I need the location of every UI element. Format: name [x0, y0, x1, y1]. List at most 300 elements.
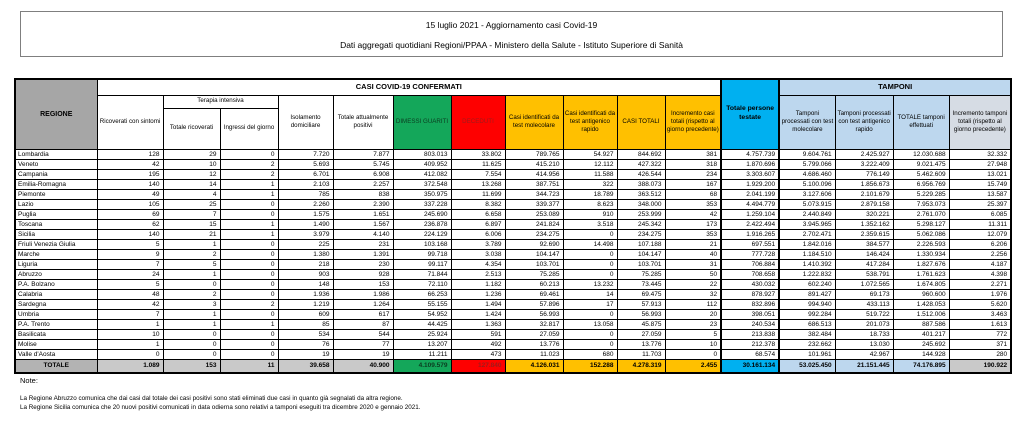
cell-casi_totali: 363.512	[617, 189, 665, 199]
cell-terapia_intensiva_ingressi_del_giorno: 2	[220, 159, 278, 169]
cell-totale_attualmente_positivi: 544	[333, 329, 393, 339]
cell-ricoverati_con_sintomi: 7	[97, 309, 163, 319]
cell-totale_attualmente_positivi: 838	[333, 189, 393, 199]
cell-deceduti: 11.625	[451, 159, 505, 169]
group-header-tamponi: TAMPONI	[779, 79, 1011, 95]
cell-deceduti: 6.658	[451, 209, 505, 219]
region-name: Lombardia	[15, 149, 97, 159]
cell-tamponi_test_antigenico_rapido: 201.073	[835, 319, 893, 329]
cell-tamponi_test_antigenico_rapido: 320.221	[835, 209, 893, 219]
cell-casi_test_molecolare: 11.023	[505, 349, 563, 359]
total-cell-tamponi_test_antigenico_rapido: 21.151.445	[835, 359, 893, 373]
cell-ricoverati_con_sintomi: 62	[97, 219, 163, 229]
cell-casi_test_molecolare: 104.147	[505, 249, 563, 259]
cell-ricoverati_con_sintomi: 10	[97, 329, 163, 339]
cell-incremento_casi_totali: 167	[665, 179, 721, 189]
cell-incremento_tamponi_totali: 15.749	[949, 179, 1011, 189]
cell-isolamento_domiciliare: 903	[278, 269, 333, 279]
region-name: Basilicata	[15, 329, 97, 339]
cell-totale_persone_testate: 1.929.200	[721, 179, 779, 189]
cell-tamponi_test_molecolare: 232.662	[779, 339, 835, 349]
region-name: Sardegna	[15, 299, 97, 309]
cell-totale_persone_testate: 1.870.696	[721, 159, 779, 169]
cell-dimessi_guariti: 13.207	[393, 339, 451, 349]
cell-totale_persone_testate: 3.303.607	[721, 169, 779, 179]
cell-totale_persone_testate: 430.032	[721, 279, 779, 289]
cell-tamponi_test_antigenico_rapido: 2.425.927	[835, 149, 893, 159]
cell-dimessi_guariti: 71.844	[393, 269, 451, 279]
cell-totale_attualmente_positivi: 1.567	[333, 219, 393, 229]
cell-tamponi_test_molecolare: 994.940	[779, 299, 835, 309]
cell-casi_totali: 245.342	[617, 219, 665, 229]
cell-deceduti: 2.513	[451, 269, 505, 279]
cell-ricoverati_con_sintomi: 1	[97, 339, 163, 349]
cell-ricoverati_con_sintomi: 7	[97, 259, 163, 269]
table-row	[15, 219, 1011, 229]
cell-isolamento_domiciliare: 1.380	[278, 249, 333, 259]
total-cell-casi_totali: 4.278.319	[617, 359, 665, 373]
cell-casi_test_molecolare: 253.089	[505, 209, 563, 219]
cell-casi_totali: 234.275	[617, 229, 665, 239]
cell-casi_test_antigenico_rapido: 0	[563, 269, 617, 279]
column-header-incremento-tamponi-totali: Incremento tamponi totali (rispetto al giorno precedente)	[949, 95, 1011, 149]
cell-totale_tamponi_effettuati: 1.827.676	[893, 259, 949, 269]
cell-tamponi_test_antigenico_rapido: 384.577	[835, 239, 893, 249]
table-row	[15, 149, 1011, 159]
cell-tamponi_test_antigenico_rapido: 2.359.615	[835, 229, 893, 239]
cell-casi_totali: 253.999	[617, 209, 665, 219]
group-header-casi-covid19-confermati: CASI COVID-19 CONFERMATI	[97, 79, 721, 95]
cell-totale_persone_testate: 68.574	[721, 349, 779, 359]
cell-terapia_intensiva_ingressi_del_giorno: 0	[220, 209, 278, 219]
cell-incremento_tamponi_totali: 5.620	[949, 299, 1011, 309]
table-row	[15, 339, 1011, 349]
cell-incremento_tamponi_totali: 1.976	[949, 289, 1011, 299]
region-name: Toscana	[15, 219, 97, 229]
region-name: Valle d'Aosta	[15, 349, 97, 359]
cell-casi_test_antigenico_rapido: 0	[563, 329, 617, 339]
cell-terapia_intensiva_totale_ricoverati: 21	[163, 229, 220, 239]
table-row	[15, 299, 1011, 309]
cell-incremento_casi_totali: 353	[665, 229, 721, 239]
cell-casi_test_antigenico_rapido: 12.112	[563, 159, 617, 169]
cell-ricoverati_con_sintomi: 69	[97, 209, 163, 219]
total-cell-terapia_intensiva_totale_ricoverati: 153	[163, 359, 220, 373]
cell-isolamento_domiciliare: 76	[278, 339, 333, 349]
cell-incremento_casi_totali: 381	[665, 149, 721, 159]
cell-casi_totali: 73.445	[617, 279, 665, 289]
cell-casi_test_antigenico_rapido: 0	[563, 309, 617, 319]
covid-data-table	[14, 78, 1012, 374]
cell-totale_persone_testate: 213.838	[721, 329, 779, 339]
cell-isolamento_domiciliare: 1.490	[278, 219, 333, 229]
total-cell-isolamento_domiciliare: 39.658	[278, 359, 333, 373]
cell-casi_test_antigenico_rapido: 14.498	[563, 239, 617, 249]
total-cell-incremento_casi_totali: 2.455	[665, 359, 721, 373]
cell-tamponi_test_molecolare: 9.604.761	[779, 149, 835, 159]
cell-totale_tamponi_effettuati: 5.229.285	[893, 189, 949, 199]
cell-casi_test_antigenico_rapido: 14	[563, 289, 617, 299]
cell-incremento_casi_totali: 318	[665, 159, 721, 169]
cell-terapia_intensiva_ingressi_del_giorno: 0	[220, 239, 278, 249]
cell-dimessi_guariti: 99.117	[393, 259, 451, 269]
cell-tamponi_test_antigenico_rapido: 519.722	[835, 309, 893, 319]
cell-incremento_casi_totali: 42	[665, 209, 721, 219]
cell-deceduti: 1.363	[451, 319, 505, 329]
table-row	[15, 249, 1011, 259]
total-cell-totale_persone_testate: 30.161.134	[721, 359, 779, 373]
cell-casi_test_antigenico_rapido: 11.588	[563, 169, 617, 179]
cell-casi_test_molecolare: 415.210	[505, 159, 563, 169]
cell-tamponi_test_antigenico_rapido: 417.284	[835, 259, 893, 269]
cell-terapia_intensiva_totale_ricoverati: 1	[163, 269, 220, 279]
cell-dimessi_guariti: 409.952	[393, 159, 451, 169]
cell-deceduti: 3.789	[451, 239, 505, 249]
cell-casi_totali: 27.059	[617, 329, 665, 339]
cell-totale_attualmente_positivi: 19	[333, 349, 393, 359]
cell-isolamento_domiciliare: 534	[278, 329, 333, 339]
cell-casi_test_molecolare: 57.896	[505, 299, 563, 309]
column-header-ricoverati-con-sintomi: Ricoverati con sintomi	[97, 95, 163, 149]
cell-incremento_casi_totali: 20	[665, 309, 721, 319]
column-header-isolamento-domiciliare: Isolamento domiciliare	[278, 95, 333, 149]
cell-casi_test_molecolare: 92.690	[505, 239, 563, 249]
cell-tamponi_test_molecolare: 602.240	[779, 279, 835, 289]
region-name: Emilia-Romagna	[15, 179, 97, 189]
cell-incremento_tamponi_totali: 11.311	[949, 219, 1011, 229]
cell-terapia_intensiva_totale_ricoverati: 4	[163, 189, 220, 199]
cell-casi_totali: 11.703	[617, 349, 665, 359]
cell-tamponi_test_antigenico_rapido: 146.424	[835, 249, 893, 259]
cell-totale_attualmente_positivi: 928	[333, 269, 393, 279]
region-name: Friuli Venezia Giulia	[15, 239, 97, 249]
total-cell-dimessi_guariti: 4.109.579	[393, 359, 451, 373]
cell-totale_attualmente_positivi: 2.257	[333, 179, 393, 189]
cell-casi_test_molecolare: 789.765	[505, 149, 563, 159]
cell-incremento_tamponi_totali: 13.587	[949, 189, 1011, 199]
cell-terapia_intensiva_totale_ricoverati: 3	[163, 299, 220, 309]
cell-totale_attualmente_positivi: 1.391	[333, 249, 393, 259]
cell-tamponi_test_antigenico_rapido: 776.149	[835, 169, 893, 179]
cell-isolamento_domiciliare: 7.720	[278, 149, 333, 159]
cell-dimessi_guariti: 72.110	[393, 279, 451, 289]
cell-casi_test_molecolare: 56.993	[505, 309, 563, 319]
cell-tamponi_test_antigenico_rapido: 69.173	[835, 289, 893, 299]
cell-tamponi_test_antigenico_rapido: 2.101.679	[835, 189, 893, 199]
cell-ricoverati_con_sintomi: 9	[97, 249, 163, 259]
cell-casi_test_molecolare: 32.817	[505, 319, 563, 329]
cell-incremento_tamponi_totali: 3.463	[949, 309, 1011, 319]
cell-terapia_intensiva_totale_ricoverati: 14	[163, 179, 220, 189]
cell-tamponi_test_antigenico_rapido: 1.072.565	[835, 279, 893, 289]
cell-deceduti: 1.494	[451, 299, 505, 309]
column-header-incremento-casi-totali: Incremento casi totali (rispetto al giorno precedente)	[665, 95, 721, 149]
region-name: Piemonte	[15, 189, 97, 199]
cell-totale_tamponi_effettuati: 401.217	[893, 329, 949, 339]
cell-dimessi_guariti: 25.924	[393, 329, 451, 339]
cell-casi_test_molecolare: 241.824	[505, 219, 563, 229]
note-line: La Regione Sicilia comunica che 20 nuovi positivi comunicati in data odierna sono relativi a tamponi eseguiti tra dicembre 2020 e gennaio 2021.	[20, 403, 421, 411]
cell-totale_tamponi_effettuati: 144.928	[893, 349, 949, 359]
cell-deceduti: 1.182	[451, 279, 505, 289]
cell-terapia_intensiva_ingressi_del_giorno: 0	[220, 289, 278, 299]
cell-tamponi_test_antigenico_rapido: 2.879.158	[835, 199, 893, 209]
cell-terapia_intensiva_totale_ricoverati: 0	[163, 349, 220, 359]
column-header-casi-totali: CASI TOTALI	[617, 95, 665, 149]
cell-ricoverati_con_sintomi: 128	[97, 149, 163, 159]
cell-deceduti: 8.382	[451, 199, 505, 209]
cell-totale_tamponi_effettuati: 12.030.688	[893, 149, 949, 159]
cell-dimessi_guariti: 412.082	[393, 169, 451, 179]
table-body	[15, 149, 1011, 373]
cell-deceduti: 3.038	[451, 249, 505, 259]
cell-incremento_casi_totali: 23	[665, 319, 721, 329]
cell-totale_tamponi_effettuati: 960.600	[893, 289, 949, 299]
cell-casi_test_antigenico_rapido: 322	[563, 179, 617, 189]
cell-totale_attualmente_positivi: 1.651	[333, 209, 393, 219]
cell-incremento_casi_totali: 21	[665, 239, 721, 249]
cell-terapia_intensiva_totale_ricoverati: 0	[163, 339, 220, 349]
region-name: Molise	[15, 339, 97, 349]
cell-incremento_casi_totali: 112	[665, 299, 721, 309]
cell-casi_test_molecolare: 75.285	[505, 269, 563, 279]
cell-ricoverati_con_sintomi: 24	[97, 269, 163, 279]
cell-casi_test_antigenico_rapido: 910	[563, 209, 617, 219]
cell-terapia_intensiva_ingressi_del_giorno: 1	[220, 319, 278, 329]
cell-totale_tamponi_effettuati: 9.021.475	[893, 159, 949, 169]
cell-ricoverati_con_sintomi: 140	[97, 179, 163, 189]
table-row	[15, 229, 1011, 239]
cell-terapia_intensiva_ingressi_del_giorno: 0	[220, 349, 278, 359]
total-cell-casi_test_antigenico_rapido: 152.288	[563, 359, 617, 373]
column-header-tamponi-test-molecolare: Tamponi processati con test molecolare	[779, 95, 835, 149]
cell-totale_tamponi_effettuati: 5.462.609	[893, 169, 949, 179]
cell-terapia_intensiva_totale_ricoverati: 12	[163, 169, 220, 179]
region-name: Calabria	[15, 289, 97, 299]
cell-deceduti: 1.236	[451, 289, 505, 299]
cell-deceduti: 33.802	[451, 149, 505, 159]
cell-totale_persone_testate: 697.551	[721, 239, 779, 249]
cell-casi_totali: 45.875	[617, 319, 665, 329]
cell-totale_attualmente_positivi: 617	[333, 309, 393, 319]
column-header-dimessi-guariti: DIMESSI GUARITI	[393, 95, 451, 149]
report-subtitle: Dati aggregati quotidiani Regioni/PPAA - Ministero della Salute - Istituto Superiore di Sanità	[340, 40, 683, 50]
cell-casi_test_molecolare: 60.213	[505, 279, 563, 289]
cell-casi_totali: 426.544	[617, 169, 665, 179]
cell-totale_tamponi_effettuati: 1.428.053	[893, 299, 949, 309]
table-row	[15, 309, 1011, 319]
notes-section	[20, 376, 420, 412]
cell-incremento_tamponi_totali: 27.948	[949, 159, 1011, 169]
cell-totale_persone_testate: 398.051	[721, 309, 779, 319]
cell-casi_totali: 75.285	[617, 269, 665, 279]
cell-casi_totali: 427.322	[617, 159, 665, 169]
column-header-totale-ricoverati: Totale ricoverati	[163, 108, 220, 149]
cell-tamponi_test_molecolare: 686.513	[779, 319, 835, 329]
cell-terapia_intensiva_ingressi_del_giorno: 0	[220, 269, 278, 279]
cell-incremento_tamponi_totali: 12.079	[949, 229, 1011, 239]
total-cell-terapia_intensiva_ingressi_del_giorno: 11	[220, 359, 278, 373]
cell-incremento_tamponi_totali: 4.187	[949, 259, 1011, 269]
table-row	[15, 159, 1011, 169]
column-header-regione: REGIONE	[15, 79, 97, 149]
cell-totale_tamponi_effettuati: 5.298.127	[893, 219, 949, 229]
cell-dimessi_guariti: 803.013	[393, 149, 451, 159]
cell-terapia_intensiva_ingressi_del_giorno: 1	[220, 189, 278, 199]
cell-totale_tamponi_effettuati: 1.512.006	[893, 309, 949, 319]
cell-tamponi_test_antigenico_rapido: 13.030	[835, 339, 893, 349]
cell-terapia_intensiva_totale_ricoverati: 1	[163, 309, 220, 319]
total-row	[15, 359, 1011, 373]
cell-totale_tamponi_effettuati: 245.692	[893, 339, 949, 349]
cell-casi_test_molecolare: 414.956	[505, 169, 563, 179]
column-header-casi-test-antigenico: Casi identificati da test antigenico rapido	[563, 95, 617, 149]
table-row	[15, 169, 1011, 179]
cell-deceduti: 473	[451, 349, 505, 359]
cell-casi_totali: 56.993	[617, 309, 665, 319]
cell-tamponi_test_antigenico_rapido: 42.967	[835, 349, 893, 359]
cell-deceduti: 591	[451, 329, 505, 339]
cell-incremento_casi_totali: 22	[665, 279, 721, 289]
total-cell-casi_test_molecolare: 4.126.031	[505, 359, 563, 373]
cell-incremento_casi_totali: 31	[665, 259, 721, 269]
cell-totale_attualmente_positivi: 87	[333, 319, 393, 329]
cell-terapia_intensiva_totale_ricoverati: 15	[163, 219, 220, 229]
cell-incremento_tamponi_totali: 2.256	[949, 249, 1011, 259]
cell-totale_tamponi_effettuati: 2.226.593	[893, 239, 949, 249]
cell-terapia_intensiva_totale_ricoverati: 25	[163, 199, 220, 209]
cell-tamponi_test_molecolare: 3.127.606	[779, 189, 835, 199]
region-name: P.A. Trento	[15, 319, 97, 329]
cell-dimessi_guariti: 55.155	[393, 299, 451, 309]
cell-isolamento_domiciliare: 225	[278, 239, 333, 249]
cell-casi_test_molecolare: 234.275	[505, 229, 563, 239]
total-cell-deceduti: 127.840	[451, 359, 505, 373]
cell-terapia_intensiva_ingressi_del_giorno: 0	[220, 339, 278, 349]
cell-deceduti: 4.354	[451, 259, 505, 269]
cell-deceduti: 1.424	[451, 309, 505, 319]
cell-tamponi_test_antigenico_rapido: 1.352.162	[835, 219, 893, 229]
cell-dimessi_guariti: 350.975	[393, 189, 451, 199]
cell-ricoverati_con_sintomi: 105	[97, 199, 163, 209]
cell-totale_persone_testate: 878.927	[721, 289, 779, 299]
region-name: Puglia	[15, 209, 97, 219]
cell-tamponi_test_antigenico_rapido: 433.113	[835, 299, 893, 309]
region-name: Sicilia	[15, 229, 97, 239]
cell-incremento_tamponi_totali: 25.397	[949, 199, 1011, 209]
cell-casi_totali: 103.701	[617, 259, 665, 269]
cell-incremento_casi_totali: 40	[665, 249, 721, 259]
cell-totale_persone_testate: 708.658	[721, 269, 779, 279]
column-header-deceduti: DECEDUTI	[451, 95, 505, 149]
cell-isolamento_domiciliare: 1.219	[278, 299, 333, 309]
cell-isolamento_domiciliare: 19	[278, 349, 333, 359]
cell-tamponi_test_molecolare: 891.427	[779, 289, 835, 299]
cell-dimessi_guariti: 245.690	[393, 209, 451, 219]
cell-deceduti: 492	[451, 339, 505, 349]
total-cell-totale_attualmente_positivi: 40.900	[333, 359, 393, 373]
cell-deceduti: 11.699	[451, 189, 505, 199]
cell-casi_totali: 57.913	[617, 299, 665, 309]
cell-totale_attualmente_positivi: 231	[333, 239, 393, 249]
cell-dimessi_guariti: 66.253	[393, 289, 451, 299]
cell-incremento_tamponi_totali: 371	[949, 339, 1011, 349]
cell-terapia_intensiva_totale_ricoverati: 2	[163, 249, 220, 259]
cell-isolamento_domiciliare: 3.979	[278, 229, 333, 239]
cell-casi_totali: 104.147	[617, 249, 665, 259]
cell-incremento_tamponi_totali: 280	[949, 349, 1011, 359]
table-row	[15, 239, 1011, 249]
column-header-tamponi-test-antigenico: Tamponi processati con test antigenico rapido	[835, 95, 893, 149]
cell-terapia_intensiva_ingressi_del_giorno: 0	[220, 309, 278, 319]
cell-ricoverati_con_sintomi: 5	[97, 239, 163, 249]
cell-deceduti: 13.268	[451, 179, 505, 189]
table-row	[15, 349, 1011, 359]
table-row	[15, 289, 1011, 299]
cell-dimessi_guariti: 236.878	[393, 219, 451, 229]
cell-casi_test_antigenico_rapido: 8.623	[563, 199, 617, 209]
table-row	[15, 189, 1011, 199]
cell-deceduti: 7.554	[451, 169, 505, 179]
cell-casi_test_molecolare: 13.776	[505, 339, 563, 349]
cell-terapia_intensiva_ingressi_del_giorno: 0	[220, 279, 278, 289]
cell-incremento_casi_totali: 50	[665, 269, 721, 279]
cell-ricoverati_con_sintomi: 42	[97, 299, 163, 309]
cell-terapia_intensiva_ingressi_del_giorno: 1	[220, 229, 278, 239]
cell-ricoverati_con_sintomi: 0	[97, 349, 163, 359]
cell-dimessi_guariti: 54.952	[393, 309, 451, 319]
cell-totale_persone_testate: 1.916.265	[721, 229, 779, 239]
notes-heading: Note:	[20, 376, 38, 385]
cell-totale_tamponi_effettuati: 5.062.086	[893, 229, 949, 239]
cell-ricoverati_con_sintomi: 49	[97, 189, 163, 199]
cell-dimessi_guariti: 224.129	[393, 229, 451, 239]
cell-isolamento_domiciliare: 148	[278, 279, 333, 289]
cell-tamponi_test_antigenico_rapido: 18.733	[835, 329, 893, 339]
cell-terapia_intensiva_totale_ricoverati: 1	[163, 239, 220, 249]
cell-dimessi_guariti: 11.211	[393, 349, 451, 359]
cell-totale_tamponi_effettuati: 7.953.073	[893, 199, 949, 209]
cell-incremento_casi_totali: 0	[665, 349, 721, 359]
cell-isolamento_domiciliare: 1.575	[278, 209, 333, 219]
cell-terapia_intensiva_totale_ricoverati: 29	[163, 149, 220, 159]
cell-incremento_tamponi_totali: 1.613	[949, 319, 1011, 329]
cell-casi_test_antigenico_rapido: 0	[563, 259, 617, 269]
column-header-casi-test-molecolare: Casi identificati da test molecolare	[505, 95, 563, 149]
cell-ricoverati_con_sintomi: 42	[97, 159, 163, 169]
table-row	[15, 319, 1011, 329]
cell-incremento_tamponi_totali: 772	[949, 329, 1011, 339]
total-cell-totale_tamponi_effettuati: 74.176.895	[893, 359, 949, 373]
region-name: P.A. Bolzano	[15, 279, 97, 289]
cell-totale_persone_testate: 212.378	[721, 339, 779, 349]
cell-incremento_casi_totali: 68	[665, 189, 721, 199]
cell-casi_test_antigenico_rapido: 0	[563, 339, 617, 349]
cell-totale_persone_testate: 4.494.779	[721, 199, 779, 209]
cell-tamponi_test_antigenico_rapido: 1.856.673	[835, 179, 893, 189]
cell-totale_persone_testate: 832.896	[721, 299, 779, 309]
cell-totale_attualmente_positivi: 230	[333, 259, 393, 269]
cell-terapia_intensiva_ingressi_del_giorno: 0	[220, 259, 278, 269]
cell-casi_test_molecolare: 339.377	[505, 199, 563, 209]
cell-terapia_intensiva_totale_ricoverati: 10	[163, 159, 220, 169]
table-row	[15, 269, 1011, 279]
report-header	[20, 11, 1003, 57]
cell-dimessi_guariti: 372.548	[393, 179, 451, 189]
column-header-ingressi-del-giorno: Ingressi del giorno	[220, 108, 278, 149]
cell-isolamento_domiciliare: 785	[278, 189, 333, 199]
cell-incremento_casi_totali: 10	[665, 339, 721, 349]
